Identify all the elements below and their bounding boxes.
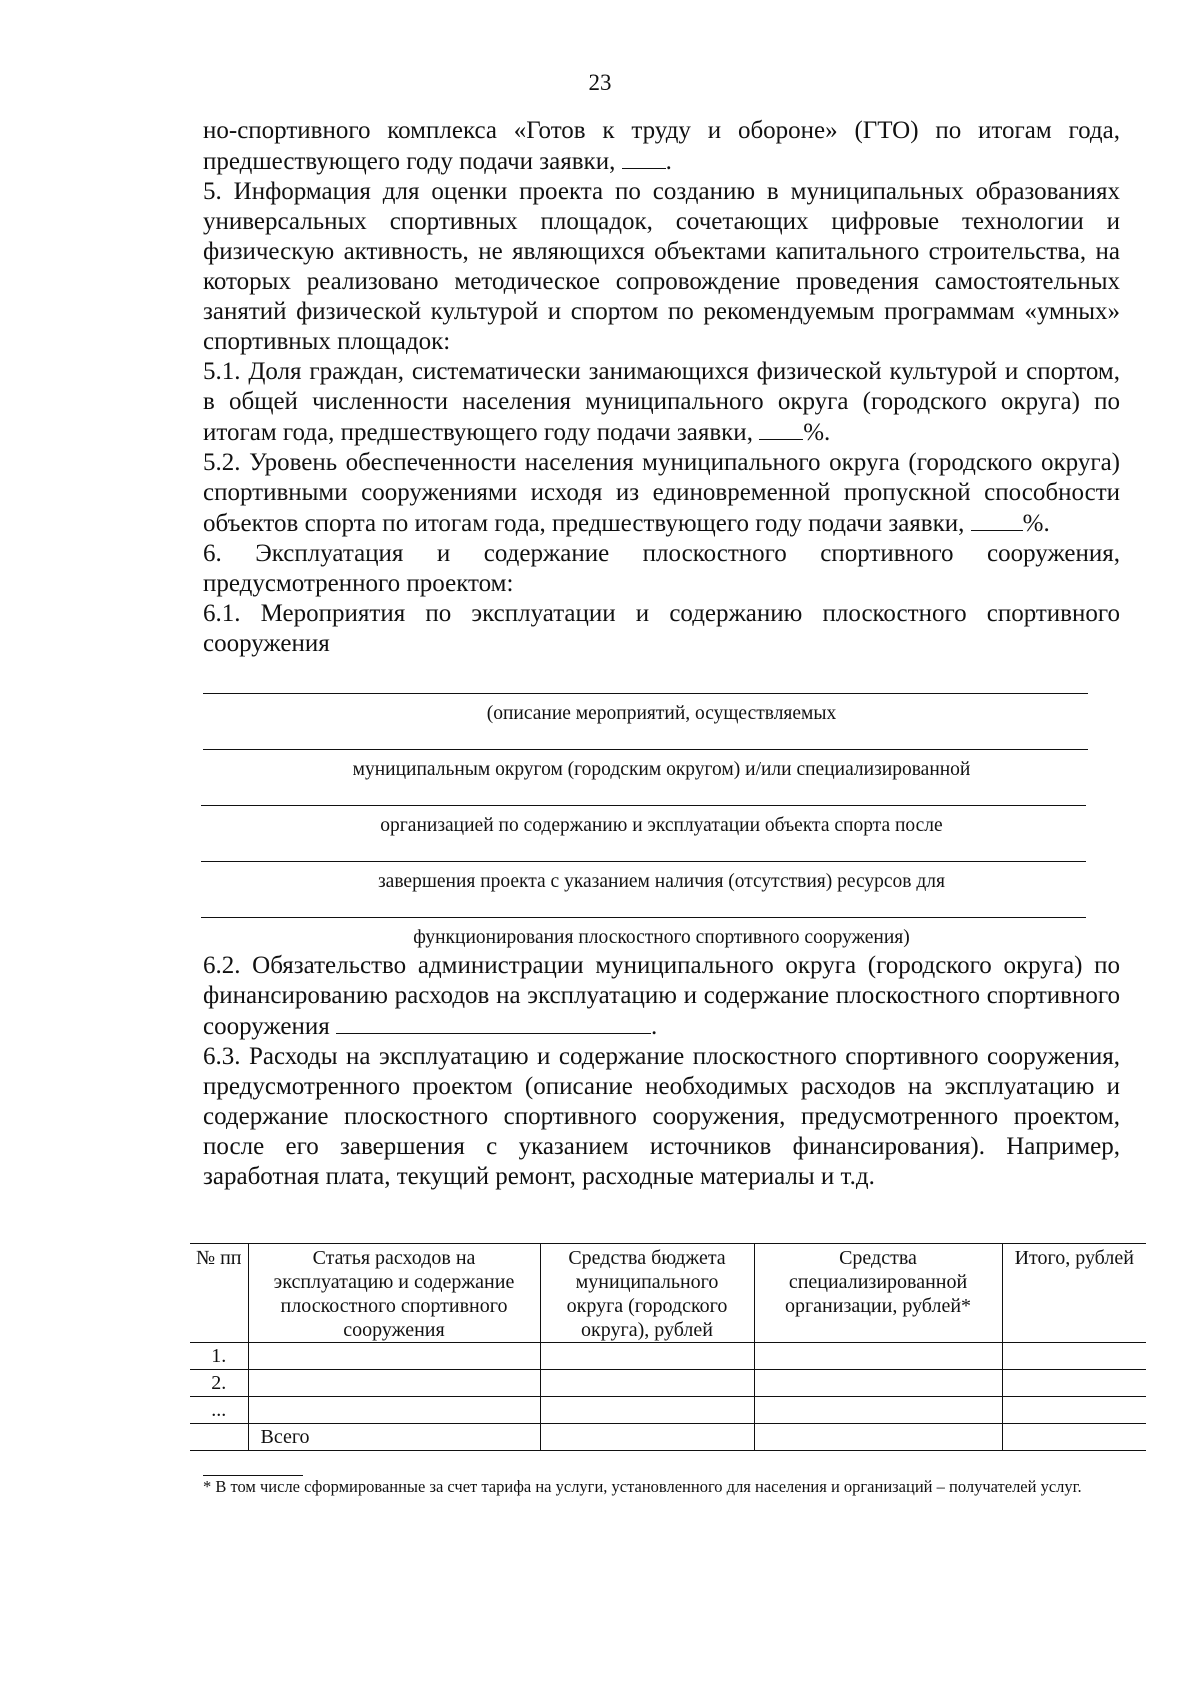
table-cell — [248, 1397, 540, 1424]
table-cell — [1002, 1343, 1146, 1370]
blank-field — [971, 508, 1023, 531]
fill-caption: (описание мероприятий, осуществляемых — [486, 703, 837, 724]
table-cell — [754, 1370, 1002, 1397]
document-body — [203, 116, 1120, 1192]
fill-line — [201, 917, 1086, 918]
fill-caption: функционирования плоскостного спортивного сооружения) — [413, 927, 910, 948]
table-cell — [540, 1424, 754, 1451]
fill-line — [201, 805, 1086, 806]
fill-caption: завершения проекта с указанием наличия (отсутствия) ресурсов для — [377, 871, 945, 892]
paragraph-section-6: 6. Эксплуатация и содержание плоскостного спортивного сооружения, предусмотренного проектом: — [203, 540, 1120, 597]
table-cell — [540, 1343, 754, 1370]
table-cell: ... — [190, 1397, 248, 1424]
table-cell — [754, 1397, 1002, 1424]
fill-line — [203, 693, 1088, 694]
table-row — [190, 1370, 1146, 1397]
paragraph-gto-continuation: но-спортивного комплекса «Готов к труду и обороне» (ГТО) по итогам года, предшествующего году подачи заявки, . — [203, 117, 1120, 175]
paragraph-6-3: 6.3. Расходы на эксплуатацию и содержание плоскостного спортивного сооружения, предусмотренного проектом (описание необходимых расходов на эксплуатацию и содержание плоскостного спортивного сооружения, предусмотренного проектом, после его завершения с указанием источников финансирования). Например, заработная плата, текущий ремонт, расходные материалы и т.д. — [203, 1043, 1120, 1190]
paragraph-6-2: 6.2. Обязательство администрации муниципального округа (городского округа) по финансированию расходов на эксплуатацию и содержание плоскостного спортивного сооружения . — [203, 952, 1120, 1040]
table-cell — [248, 1343, 540, 1370]
fill-line-row — [203, 679, 1120, 735]
paragraph-6-1: 6.1. Мероприятия по эксплуатации и содержанию плоскостного спортивного сооружения — [203, 600, 1120, 657]
fill-line-row — [203, 903, 1120, 949]
fill-line-row — [203, 791, 1120, 847]
fill-in-block — [203, 679, 1120, 949]
paragraph-5-2: 5.2. Уровень обеспеченности населения муниципального округа (городского округа) спортивными сооружениями исходя из единовременной пропускной способности объектов спорта по итогам года, предшествующего году подачи заявки, %. — [203, 449, 1120, 537]
table-cell — [190, 1424, 248, 1451]
table-cell: 2. — [190, 1370, 248, 1397]
footnote-separator — [203, 1475, 303, 1476]
fill-line-row — [203, 847, 1120, 903]
blank-field — [622, 146, 666, 169]
table-header-row — [190, 1244, 1146, 1343]
header-expense-item: Статья расходов на эксплуатацию и содержание плоскостного спортивного сооружения — [248, 1244, 540, 1343]
table-cell — [1002, 1397, 1146, 1424]
table-cell — [754, 1343, 1002, 1370]
table-cell: 1. — [190, 1343, 248, 1370]
table-cell — [540, 1370, 754, 1397]
paragraph-section-5: 5. Информация для оценки проекта по созданию в муниципальных образованиях универсальных спортивных площадок, сочетающих цифровые технологии и физическую активность, не являющихся объектами капитального строительства, на которых реализовано методическое сопровождение проведения самостоятельных занятий физической культурой и спортом по рекомендуемым программам «умных» спортивных площадок: — [203, 178, 1120, 355]
table-row-total — [190, 1424, 1146, 1451]
footnote: * В том числе сформированные за счет тарифа на услуги, установленного для населения и организаций – получателей услуг. — [203, 1477, 1082, 1496]
fill-line — [203, 749, 1088, 750]
table-cell — [540, 1397, 754, 1424]
blank-field — [336, 1011, 651, 1034]
table-cell — [248, 1370, 540, 1397]
fill-caption: муниципальным округом (городским округом) и/или специализированной — [352, 759, 971, 780]
header-number: № пп — [190, 1244, 248, 1343]
paragraph-5-1: 5.1. Доля граждан, систематически занимающихся физической культурой и спортом, в общей численности населения муниципального округа (городского округа) по итогам года, предшествующего году подачи заявки, %. — [203, 358, 1120, 446]
table-cell — [754, 1424, 1002, 1451]
expenses-table — [190, 1243, 1146, 1451]
total-label: Всего — [248, 1424, 540, 1451]
fill-caption: организацией по содержанию и эксплуатации объекта спорта после — [380, 815, 943, 836]
table-cell — [1002, 1370, 1146, 1397]
table-row — [190, 1343, 1146, 1370]
header-organization-funds: Средства специализированной организации, рублей* — [754, 1244, 1002, 1343]
page-number: 23 — [588, 70, 612, 95]
table-cell — [1002, 1424, 1146, 1451]
header-total: Итого, рублей — [1002, 1244, 1146, 1343]
blank-field — [759, 417, 803, 440]
fill-line-row — [203, 735, 1120, 791]
table-row — [190, 1397, 1146, 1424]
header-municipal-budget: Средства бюджета муниципального округа (городского округа), рублей — [540, 1244, 754, 1343]
fill-line — [201, 861, 1086, 862]
